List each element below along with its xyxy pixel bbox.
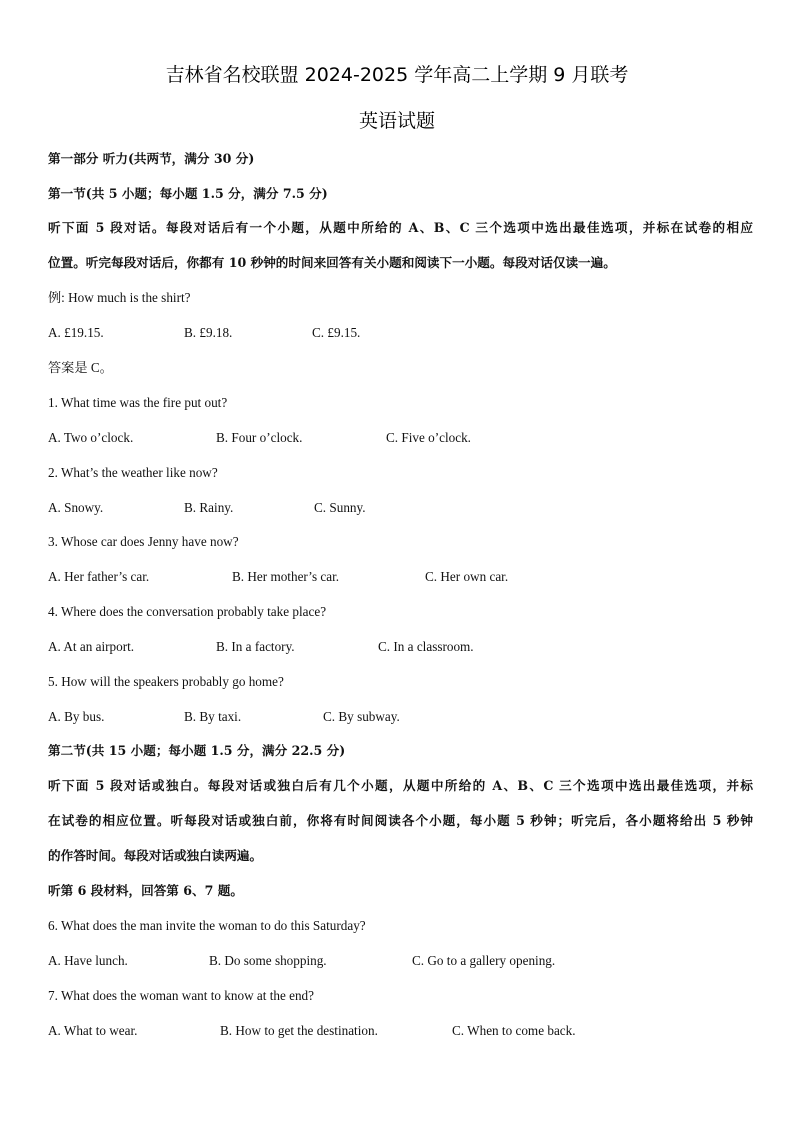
- question-2: 2. What’s the weather like now?: [48, 465, 218, 480]
- option-c: C. £9.15.: [312, 325, 361, 340]
- option-c: C. Her own car.: [425, 569, 509, 584]
- section1-heading: 第一节(共 5 小题；每小题 1.5 分，满分 7.5 分): [48, 186, 328, 201]
- material-6-heading: 听第 6 段材料，回答第 6、7 题。: [48, 883, 243, 898]
- option-b: B. Rainy.: [184, 500, 234, 515]
- option-b: B. How to get the destination.: [220, 1023, 378, 1038]
- question-6: 6. What does the man invite the woman to do this Saturday?: [48, 918, 366, 933]
- section2-instructions-line2: 在试卷的相应位置。听每段对话或独白前，你将有时间阅读各个小题，每小题 5 秒钟；听完后，各小题将给出 5 秒钟: [48, 813, 753, 828]
- option-c: C. Five o’clock.: [386, 430, 471, 445]
- example-question: 例: How much is the shirt?: [48, 290, 191, 305]
- option-b: B. Do some shopping.: [209, 953, 327, 968]
- option-a: A. At an airport.: [48, 639, 135, 654]
- option-b: B. Her mother’s car.: [232, 569, 340, 584]
- exam-subtitle: 英语试题: [358, 110, 435, 132]
- option-c: C. By subway.: [323, 709, 400, 724]
- option-a: A. Have lunch.: [48, 953, 128, 968]
- section1-instructions-line1: 听下面 5 段对话。每段对话后有一个小题，从题中所给的 A、B、C 三个选项中选出最佳选项，并标在试卷的相应: [48, 220, 753, 235]
- option-c: C. Sunny.: [314, 500, 366, 515]
- question-7: 7. What does the woman want to know at the end?: [48, 988, 315, 1003]
- option-a: A. Two o’clock.: [48, 430, 134, 445]
- section2-instructions-line3: 的作答时间。每段对话或独白读两遍。: [48, 848, 263, 863]
- question-4: 4. Where does the conversation probably take place?: [48, 604, 327, 619]
- example-answer: 答案是 C。: [48, 360, 113, 375]
- question-3: 3. Whose car does Jenny have now?: [48, 534, 239, 549]
- exam-title: 吉林省名校联盟 2024-2025 学年高二上学期 9 月联考: [165, 64, 629, 86]
- option-a: A. Her father’s car.: [48, 569, 150, 584]
- part1-heading: 第一部分 听力(共两节，满分 30 分): [48, 151, 255, 166]
- option-c: C. Go to a gallery opening.: [412, 953, 556, 968]
- section1-instructions-line2: 位置。听完每段对话后，你都有 10 秒钟的时间来回答有关小题和阅读下一小题。每段对话仅读一遍。: [48, 255, 616, 270]
- option-b: B. In a factory.: [216, 639, 295, 654]
- option-b: B. By taxi.: [184, 709, 242, 724]
- question-5: 5. How will the speakers probably go home?: [48, 674, 284, 689]
- option-c: C. In a classroom.: [378, 639, 474, 654]
- option-a: A. £19.15.: [48, 325, 104, 340]
- question-1: 1. What time was the fire put out?: [48, 395, 228, 410]
- section2-heading: 第二节(共 15 小题；每小题 1.5 分，满分 22.5 分): [48, 743, 346, 758]
- option-a: A. What to wear.: [48, 1023, 138, 1038]
- option-c: C. When to come back.: [452, 1023, 576, 1038]
- section2-instructions-line1: 听下面 5 段对话或独白。每段对话或独白后有几个小题，从题中所给的 A、B、C 三个选项中选出最佳选项，并标: [48, 778, 753, 793]
- option-a: A. By bus.: [48, 709, 105, 724]
- option-b: B. Four o’clock.: [216, 430, 303, 445]
- option-b: B. £9.18.: [184, 325, 233, 340]
- option-a: A. Snowy.: [48, 500, 104, 515]
